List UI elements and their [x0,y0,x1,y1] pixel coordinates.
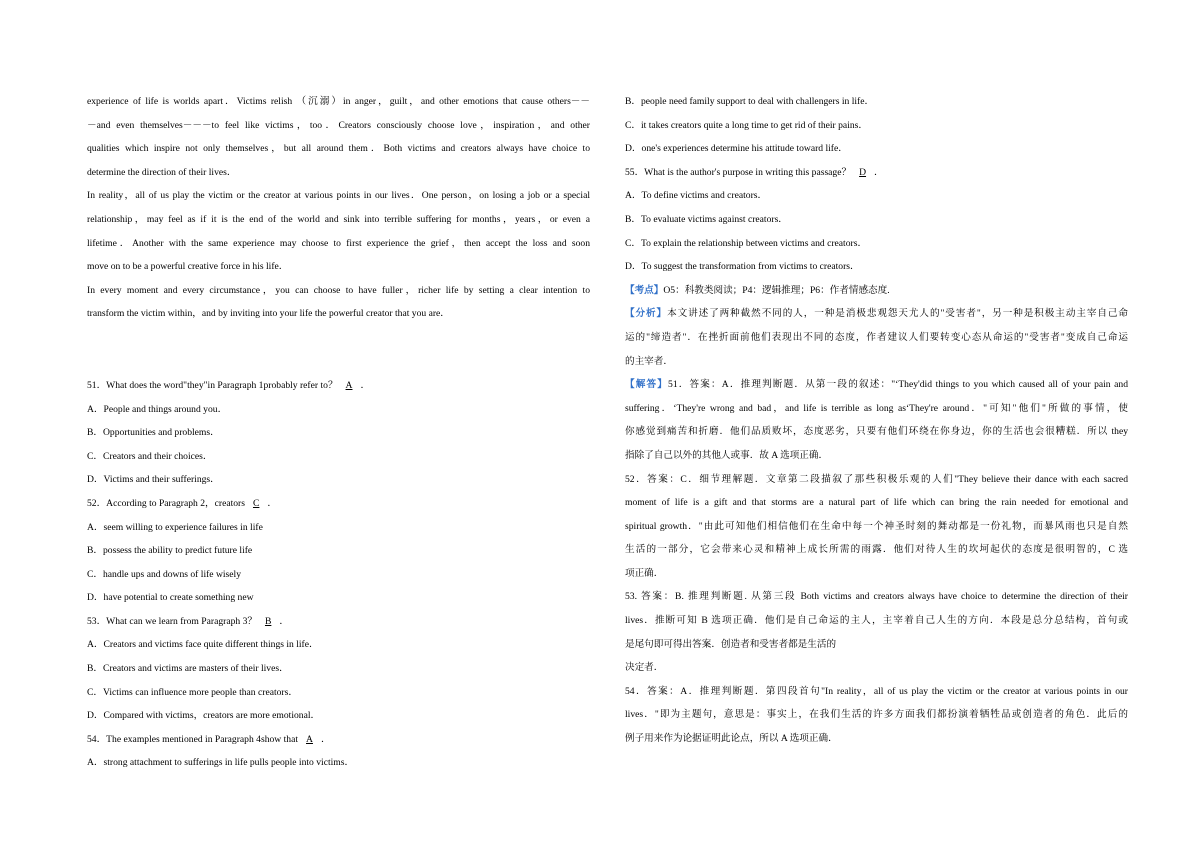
reading-passage [87,90,590,326]
question-53 [87,610,590,728]
fenxi-line: 【分析】本文讲述了两种截然不同的人，一种是消极悲观怨天尤人的"受害者"，另一种是积极主动主宰自己命 [625,308,1128,320]
option: D．have potential to create something new [87,592,254,604]
question-stem: 54．The examples mentioned in Paragraph 4show that A ． [87,728,590,752]
jieda-line: spiritual growth．"由此可知他们相信他们在生命中每一个神圣时刻的舞动都是一份礼物，而暴风雨也只是自然 [625,520,1128,532]
jieda-line: 例子用来作为论据证明此论点，所以 A 选项正确． [625,733,838,745]
option: B．possess the ability to predict future life [87,545,253,557]
answer-blank: D [859,166,867,178]
passage-line: In every moment and every circumstance，you can choose to have fuller，richer life by setting a clear intention to [87,284,590,296]
left-column [87,90,590,775]
option: B．people need family support to deal with challengers in life． [625,96,875,107]
kaodian-tag: 【考点】 [625,284,664,296]
question-54 [87,728,590,775]
jieda-line: 你感觉到痛苦和折磨．他们品质败坏，态度恶劣，只要有他们环绕在你身边，你的生活也会很糟糕．所以 they [625,426,1128,438]
question-51 [87,374,590,492]
jieda-line: 54．答案：A．推理判断题．第四段首句"In reality，all of us play the victim or the creator at various points in our [625,685,1128,697]
jieda-line: lives．推断可知 B 选项正确．他们是自己命运的主人，主宰着自己人生的方向．本段是总分总结构，首句或 [625,615,1128,627]
option: B．To evaluate victims against creators． [625,213,788,225]
answer-blank: C [252,497,260,509]
passage-line: lifetime．Another with the same experience may choose to first experience the grief，then accept the loss and soon [87,237,590,249]
question-stem: 51．What does the word"they"in Paragraph 1probably refer to？ A ． [87,374,590,398]
jieda-line: suffering．‘They're wrong and bad，and life is terrible as long as‘They're around．"可知"他们"所做的事情，使 [625,402,1128,414]
passage-line: determine the direction of their lives． [87,166,237,178]
option: D．Victims and their sufferings． [87,474,220,486]
option: D．Compared with victims，creators are more emotional． [87,710,321,722]
jieda-line: 项正确． [625,567,664,579]
option: D．To suggest the transformation from victims to creators． [625,261,860,273]
kaodian-text: O5：科教类阅读；P4：逻辑推理；P6：作者情感态度. [663,284,890,296]
option: A．To define victims and creators． [625,190,768,202]
jieda-tag: 【解答】 [625,379,669,391]
jieda-line: 生活的一部分，它会带来心灵和精神上成长所需的雨露．他们对待人生的坎坷起伏的态度是很明智的，C 选 [625,544,1128,556]
question-stem: 55．What is the author's purpose in writing this passage？ D ． [625,161,1128,185]
option: C．handle ups and downs of life wisely [87,568,242,580]
jieda-line: 是尾句即可得出答案．创造者和受害者都是生活的 [625,638,837,650]
answer-blank: A [345,379,353,391]
passage-line: move on to be a powerful creative force in his life． [87,261,289,273]
question-55 [625,161,1128,279]
kaodian-section [625,279,1128,303]
jieda-line: lives．"即为主题句，意思是：事实上，在我们生活的许多方面我们都扮演着牺牲品或创造者的角色．此后的 [625,709,1128,721]
passage-line: transform the victim within，and by inviting into your life the powerful creator that you are． [87,308,450,320]
option: A．People and things around you． [87,403,228,415]
jieda-line: 52．答案：C．细节理解题．文章第二段描叙了那些积极乐观的人们"They believe their dance with each sacred [625,473,1128,485]
fenxi-line: 的主宰者． [625,355,673,367]
question-stem: 53．What can we learn from Paragraph 3？ B ． [87,610,590,634]
question-54-continued [625,90,1128,161]
passage-line: qualities which inspire not only themselves，but all around them．Both victims and creators always have choice to [87,143,590,155]
question-52 [87,492,590,610]
fenxi-section [625,302,1128,373]
jieda-line: 【解答】51．答案：A．推理判断题．从第一段的叙述："‘They'did things to you which caused all of your pain and [625,379,1129,391]
option: A．seem willing to experience failures in life [87,521,263,533]
option: B．Opportunities and problems． [87,427,220,439]
option: C．To explain the relationship between victims and creators． [625,237,868,249]
option: A．strong attachment to sufferings in life pulls people into victims． [87,757,355,769]
passage-line: In reality，all of us play the victim or the creator at various points in our lives．One person，on losing a job or a special [87,190,590,202]
fenxi-line: 运的"缔造者"．在挫折面前他们表现出不同的态度，作者建议人们要转变心态从命运的"受害者"变成自己命运 [625,331,1128,343]
option: B．Creators and victims are masters of their lives． [87,663,289,675]
jieda-section [625,373,1128,751]
option: C．it takes creators quite a long time to get rid of their pains． [625,119,868,131]
passage-line: －and even themselves－－－to feel like victims，too．Creators consciously choose love，inspiration，and other [87,119,590,131]
jieda-line: 53. 答案：B. 推理判断题. 从第三段 Both victims and creators always have choice to determine the direction of their [625,591,1128,603]
jieda-line: 指除了自己以外的其他人或事．故 A 选项正确． [625,449,829,461]
question-stem: 52．According to Paragraph 2，creators C ． [87,492,590,516]
jieda-line: moment of life is a gift and that storms are a natural part of life which can bring the rain needed for emotional and [625,497,1128,509]
answer-blank: B [264,615,272,627]
passage-line: experience of life is worlds apart．Victims relish （沉溺）in anger，guilt，and other emotions that cause others－－ [87,96,590,107]
jieda-line: 决定者． [625,662,664,674]
option: C．Creators and their choices． [87,450,213,462]
answer-blank: A [306,733,313,745]
option: A．Creators and victims face quite different things in life． [87,639,319,651]
fenxi-tag: 【分析】 [625,308,668,320]
passage-line: relationship，may feel as if it is the end of the world and sink into terrible suffering for months，years，or even a [87,213,590,225]
option: C．Victims can influence more people than creators． [87,686,298,698]
right-column [625,90,1128,751]
option: D．one's experiences determine his attitude toward life． [625,143,848,155]
